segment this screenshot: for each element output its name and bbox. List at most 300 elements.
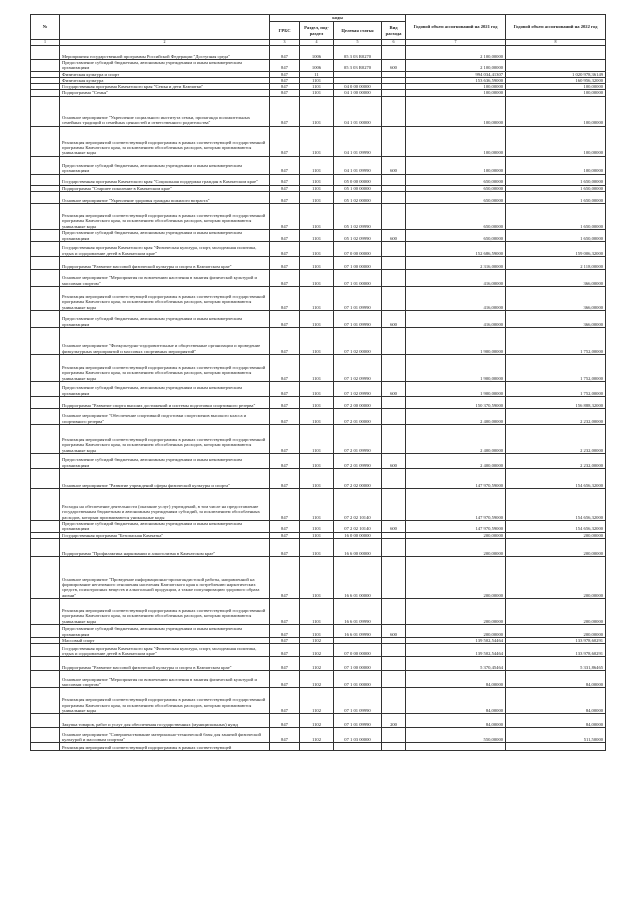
cell-volume-2022: 1 650,00000 bbox=[506, 191, 606, 203]
cell-name: Подпрограмма "Профилактика наркомании и алкоголизма в Камчатском крае" bbox=[60, 538, 270, 556]
cell-volume-2022: 2 232,00000 bbox=[506, 453, 606, 468]
cell-grbs: 847 bbox=[270, 126, 300, 156]
cell-volume-2021: 150 370,59000 bbox=[406, 396, 506, 408]
cell-name: Предоставление субсидий бюджетным, автономным учреждениям и иным некоммерческим организациям bbox=[60, 60, 270, 72]
cell-name: Основное мероприятие "Обеспечение спортивной подготовки спортсменов высокого класса и спортивного резерва" bbox=[60, 408, 270, 424]
table-row bbox=[31, 191, 606, 203]
cell-grbs: 847 bbox=[270, 84, 300, 90]
cell-name: Мероприятия государственной программы Российской Федерации "Доступная среда" bbox=[60, 46, 270, 60]
cell-target-article: 07 0 00 00000 bbox=[334, 241, 382, 256]
cell-volume-2021: 2 316,00000 bbox=[406, 256, 506, 269]
table-row bbox=[31, 46, 606, 60]
table-body bbox=[31, 46, 606, 751]
cell-number bbox=[31, 671, 60, 688]
cell-grbs: 847 bbox=[270, 624, 300, 637]
cell-target-article: 07 1 02 00000 bbox=[334, 327, 382, 354]
table-row bbox=[31, 408, 606, 424]
cell-volume-2021: 1 900,00000 bbox=[406, 354, 506, 381]
cell-volume-2021: 5 370,45464 bbox=[406, 657, 506, 671]
cell-target-article: 04 1 01 09990 bbox=[334, 126, 382, 156]
cell-section: 1101 bbox=[300, 556, 334, 598]
cell-volume-2022: 84,00000 bbox=[506, 688, 606, 714]
cell-name: Подпрограмма "Семья" bbox=[60, 90, 270, 96]
cell-volume-2021: 200,00000 bbox=[406, 556, 506, 598]
cell-target-article: 05 3 03 R0270 bbox=[334, 60, 382, 72]
cell-expense-type: 200 bbox=[382, 714, 406, 728]
cell-number bbox=[31, 269, 60, 286]
cell-grbs: 847 bbox=[270, 156, 300, 174]
cell-target-article: 07 0 00 00000 bbox=[334, 644, 382, 657]
cell-grbs: 847 bbox=[270, 96, 300, 126]
cell-volume-2021: 416,00000 bbox=[406, 286, 506, 310]
cell-expense-type bbox=[382, 256, 406, 269]
cell-expense-type bbox=[382, 468, 406, 488]
cell-volume-2021: 84,00000 bbox=[406, 688, 506, 714]
cell-section: 11 bbox=[300, 71, 334, 77]
cell-target-article: 07 1 03 00000 bbox=[334, 728, 382, 743]
cell-section: 1102 bbox=[300, 657, 334, 671]
cell-expense-type bbox=[382, 354, 406, 381]
cell-name: Основное мероприятие "Мероприятия по вовлечению населения в занятия физической культурой и массовым спортом" bbox=[60, 269, 270, 286]
cell-grbs: 847 bbox=[270, 327, 300, 354]
cell-volume-2021: 100,00000 bbox=[406, 126, 506, 156]
cell-expense-type bbox=[382, 96, 406, 126]
table-row bbox=[31, 396, 606, 408]
cell-volume-2022: 1 752,00000 bbox=[506, 354, 606, 381]
cell-number bbox=[31, 728, 60, 743]
cell-expense-type: 600 bbox=[382, 310, 406, 327]
cell-expense-type bbox=[382, 488, 406, 520]
cell-name: Физическая культура bbox=[60, 77, 270, 83]
cell-target-article: 04 0 00 00000 bbox=[334, 84, 382, 90]
header-expense-type: Вид расхода bbox=[382, 22, 406, 40]
cell-section: 1102 bbox=[300, 644, 334, 657]
cell-section: 1102 bbox=[300, 637, 334, 643]
cell-section: 1101 bbox=[300, 520, 334, 532]
cell-number bbox=[31, 46, 60, 60]
cell-target-article: 07 1 01 09990 bbox=[334, 688, 382, 714]
cell-expense-type bbox=[382, 671, 406, 688]
cell-name: Реализация мероприятий соответствующей подпрограммы в рамках соответствующей государственной программы Камчатского края, за исключением обособленных расходов, которым присваиваются уникальные коды bbox=[60, 126, 270, 156]
cell-volume-2021: 650,00000 bbox=[406, 174, 506, 185]
cell-volume-2021: 84,00000 bbox=[406, 671, 506, 688]
table-row bbox=[31, 743, 606, 751]
cell-number bbox=[31, 381, 60, 396]
table-row bbox=[31, 256, 606, 269]
cell-name: Реализация мероприятий соответствующей подпрограммы в рамках соответствующей государственной программы Камчатского края, за исключением обособленных расходов, которым присваиваются уникальные коды bbox=[60, 688, 270, 714]
cell-section: 1101 bbox=[300, 408, 334, 424]
cell-target-article: 07 1 00 00000 bbox=[334, 256, 382, 269]
cell-section: 1101 bbox=[300, 96, 334, 126]
column-number: 1 bbox=[31, 40, 60, 46]
cell-target-article bbox=[334, 743, 382, 751]
cell-section: 1102 bbox=[300, 714, 334, 728]
cell-volume-2022: 100,00000 bbox=[506, 156, 606, 174]
cell-expense-type bbox=[382, 598, 406, 624]
cell-volume-2021: 2 400,00000 bbox=[406, 424, 506, 453]
cell-volume-2022: 200,00000 bbox=[506, 598, 606, 624]
cell-grbs: 847 bbox=[270, 453, 300, 468]
cell-volume-2021: 139 502,54464 bbox=[406, 644, 506, 657]
table-row bbox=[31, 381, 606, 396]
cell-name: Государственная программа Камчатского края "Семья и дети Камчатки" bbox=[60, 84, 270, 90]
cell-number bbox=[31, 468, 60, 488]
table-row bbox=[31, 310, 606, 327]
cell-section: 1101 bbox=[300, 354, 334, 381]
cell-grbs: 847 bbox=[270, 229, 300, 241]
cell-number bbox=[31, 96, 60, 126]
cell-section: 1101 bbox=[300, 538, 334, 556]
cell-section: 1101 bbox=[300, 229, 334, 241]
cell-volume-2022: 159 006,32000 bbox=[506, 241, 606, 256]
cell-volume-2021 bbox=[406, 743, 506, 751]
header-target: Целевая статья bbox=[334, 22, 382, 40]
cell-name: Физическая культура и спорт bbox=[60, 71, 270, 77]
cell-target-article: 07 2 00 00000 bbox=[334, 396, 382, 408]
cell-volume-2021: 416,00000 bbox=[406, 269, 506, 286]
column-number: 5 bbox=[334, 40, 382, 46]
cell-number bbox=[31, 538, 60, 556]
cell-expense-type: 600 bbox=[382, 381, 406, 396]
table-row bbox=[31, 203, 606, 229]
cell-volume-2021: 147 970,59000 bbox=[406, 520, 506, 532]
table-row bbox=[31, 241, 606, 256]
cell-expense-type bbox=[382, 538, 406, 556]
cell-section: 1101 bbox=[300, 269, 334, 286]
budget-table bbox=[30, 14, 606, 751]
column-number: 2 bbox=[60, 40, 270, 46]
cell-name: Подпрограмма "Развитие массовой физической культуры и спорта в Камчатском крае" bbox=[60, 256, 270, 269]
cell-target-article: 07 2 01 09990 bbox=[334, 453, 382, 468]
cell-volume-2022: 1 650,00000 bbox=[506, 229, 606, 241]
cell-volume-2021: 100,00000 bbox=[406, 84, 506, 90]
cell-grbs: 847 bbox=[270, 688, 300, 714]
cell-expense-type: 600 bbox=[382, 156, 406, 174]
cell-volume-2022: 154 656,32000 bbox=[506, 468, 606, 488]
cell-target-article: 16 6 01 00000 bbox=[334, 556, 382, 598]
cell-expense-type: 600 bbox=[382, 520, 406, 532]
cell-target-article: 05 1 02 09990 bbox=[334, 203, 382, 229]
cell-number bbox=[31, 354, 60, 381]
cell-number bbox=[31, 310, 60, 327]
cell-target-article: 16 6 00 00000 bbox=[334, 538, 382, 556]
table-row bbox=[31, 126, 606, 156]
cell-volume-2022: 2 118,00000 bbox=[506, 256, 606, 269]
cell-expense-type: 600 bbox=[382, 624, 406, 637]
cell-volume-2022: 1 650,00000 bbox=[506, 203, 606, 229]
cell-target-article: 05 1 02 00000 bbox=[334, 191, 382, 203]
cell-grbs: 847 bbox=[270, 77, 300, 83]
cell-section: 1102 bbox=[300, 671, 334, 688]
cell-target-article: 16 0 00 00000 bbox=[334, 532, 382, 538]
cell-name: Реализация мероприятий соответствующей подпрограммы в рамках соответствующей государственной программы Камчатского края, за исключением обособленных расходов, которым присваиваются уникальные коды bbox=[60, 354, 270, 381]
cell-section: 1101 bbox=[300, 488, 334, 520]
cell-volume-2021: 650,00000 bbox=[406, 185, 506, 191]
cell-expense-type bbox=[382, 396, 406, 408]
cell-grbs: 847 bbox=[270, 191, 300, 203]
cell-grbs: 847 bbox=[270, 520, 300, 532]
cell-target-article: 07 2 02 00000 bbox=[334, 468, 382, 488]
cell-volume-2021: 2 400,00000 bbox=[406, 408, 506, 424]
cell-volume-2022: 5 331,86465 bbox=[506, 657, 606, 671]
table-header bbox=[31, 15, 606, 46]
cell-volume-2022: 1 752,00000 bbox=[506, 381, 606, 396]
cell-target-article: 07 1 01 00000 bbox=[334, 671, 382, 688]
cell-name: Реализация мероприятий соответствующей подпрограммы в рамках соответствующей государственной программы Камчатского края, за исключением обособленных расходов, которым присваиваются уникальные коды bbox=[60, 286, 270, 310]
column-number: 8 bbox=[506, 40, 606, 46]
cell-section: 1101 bbox=[300, 598, 334, 624]
cell-grbs: 847 bbox=[270, 657, 300, 671]
cell-target-article: 07 1 02 09990 bbox=[334, 354, 382, 381]
cell-section: 1101 bbox=[300, 174, 334, 185]
cell-volume-2022: 1 650,00000 bbox=[506, 174, 606, 185]
cell-section: 1101 bbox=[300, 84, 334, 90]
cell-name: Основное мероприятие "Проведение информационно-пропагандистской работы, направленной на формирование негативного отношения населения Камчатского края к потреблению наркотических средств, психотропных веществ и алкогольной продукции, а также популяризацию здорового образа жизни" bbox=[60, 556, 270, 598]
cell-expense-type bbox=[382, 657, 406, 671]
cell-volume-2021: 2 100,00000 bbox=[406, 60, 506, 72]
table-row bbox=[31, 728, 606, 743]
cell-section: 1101 bbox=[300, 424, 334, 453]
cell-section: 1101 bbox=[300, 624, 334, 637]
cell-volume-2022: 100,00000 bbox=[506, 90, 606, 96]
cell-grbs: 847 bbox=[270, 598, 300, 624]
cell-grbs: 847 bbox=[270, 310, 300, 327]
cell-grbs: 847 bbox=[270, 532, 300, 538]
cell-section: 1101 bbox=[300, 77, 334, 83]
cell-target-article: 07 1 01 09990 bbox=[334, 310, 382, 327]
cell-number bbox=[31, 743, 60, 751]
cell-volume-2022: 1 650,00000 bbox=[506, 185, 606, 191]
cell-target-article: 05 0 00 00000 bbox=[334, 174, 382, 185]
cell-target-article: 05 3 03 R0270 bbox=[334, 46, 382, 60]
cell-number bbox=[31, 556, 60, 598]
cell-grbs: 847 bbox=[270, 203, 300, 229]
table-row bbox=[31, 424, 606, 453]
table-row bbox=[31, 468, 606, 488]
cell-number bbox=[31, 174, 60, 185]
cell-grbs: 847 bbox=[270, 671, 300, 688]
cell-name: Подпрограмма "Развитие спорта высших достижений и системы подготовки спортивного резерва" bbox=[60, 396, 270, 408]
cell-section: 1101 bbox=[300, 185, 334, 191]
cell-name: Реализация мероприятий соответствующей подпрограммы в рамках соответствующей государственной программы Камчатского края, за исключением обособленных расходов, которым присваиваются уникальные коды bbox=[60, 203, 270, 229]
cell-section: 1101 bbox=[300, 453, 334, 468]
cell-grbs: 847 bbox=[270, 174, 300, 185]
cell-target-article: 07 2 02 10140 bbox=[334, 520, 382, 532]
cell-section: 1101 bbox=[300, 126, 334, 156]
cell-section: 1102 bbox=[300, 688, 334, 714]
table-row bbox=[31, 286, 606, 310]
cell-volume-2022: 511,50000 bbox=[506, 728, 606, 743]
cell-expense-type bbox=[382, 46, 406, 60]
cell-number bbox=[31, 60, 60, 72]
cell-expense-type bbox=[382, 688, 406, 714]
cell-grbs: 847 bbox=[270, 381, 300, 396]
cell-volume-2022 bbox=[506, 46, 606, 60]
cell-grbs: 847 bbox=[270, 354, 300, 381]
cell-volume-2021: 152 686,59000 bbox=[406, 241, 506, 256]
cell-expense-type bbox=[382, 644, 406, 657]
cell-target-article: 07 1 01 09990 bbox=[334, 714, 382, 728]
cell-target-article: 04 1 01 00000 bbox=[334, 96, 382, 126]
cell-section: 1101 bbox=[300, 396, 334, 408]
cell-name: Предоставление субсидий бюджетным, автономным учреждениям и иным некоммерческим организациям bbox=[60, 381, 270, 396]
cell-grbs: 847 bbox=[270, 90, 300, 96]
cell-grbs bbox=[270, 743, 300, 751]
cell-volume-2021: 550,00000 bbox=[406, 728, 506, 743]
cell-number bbox=[31, 156, 60, 174]
cell-section: 1006 bbox=[300, 60, 334, 72]
cell-grbs: 847 bbox=[270, 269, 300, 286]
table-row bbox=[31, 96, 606, 126]
table-row bbox=[31, 520, 606, 532]
cell-number bbox=[31, 203, 60, 229]
cell-volume-2021: 1 900,00000 bbox=[406, 381, 506, 396]
cell-section bbox=[300, 743, 334, 751]
cell-name: Реализация мероприятий соответствующей подпрограммы в рамках соответствующей bbox=[60, 743, 270, 751]
cell-expense-type bbox=[382, 728, 406, 743]
table-row bbox=[31, 624, 606, 637]
cell-name: Предоставление субсидий бюджетным, автономным учреждениям и иным некоммерческим организациям bbox=[60, 453, 270, 468]
cell-volume-2021: 147 970,59000 bbox=[406, 488, 506, 520]
cell-volume-2021: 100,00000 bbox=[406, 156, 506, 174]
header-volume-2022: Годовой объем ассигнований на 2022 год bbox=[506, 15, 606, 40]
cell-volume-2021: 1 900,00000 bbox=[406, 327, 506, 354]
cell-volume-2021: 147 970,59000 bbox=[406, 468, 506, 488]
cell-section: 1006 bbox=[300, 46, 334, 60]
cell-section: 1101 bbox=[300, 310, 334, 327]
cell-volume-2022 bbox=[506, 60, 606, 72]
cell-volume-2022: 160 956,32000 bbox=[506, 77, 606, 83]
cell-name: Основное мероприятие "Совершенствование материально-технической базы для занятий физической культурой и массовым спортом" bbox=[60, 728, 270, 743]
header-volume-2021: Годовой объем ассигнований на 2021 год bbox=[406, 15, 506, 40]
header-grbs: ГРБС bbox=[270, 22, 300, 40]
cell-volume-2021: 139 502,54464 bbox=[406, 637, 506, 643]
table-row bbox=[31, 60, 606, 72]
cell-grbs: 847 bbox=[270, 488, 300, 520]
cell-expense-type: 600 bbox=[382, 229, 406, 241]
cell-target-article: 04 1 01 09990 bbox=[334, 156, 382, 174]
cell-number bbox=[31, 657, 60, 671]
cell-target-article: 16 6 01 09990 bbox=[334, 624, 382, 637]
cell-target-article: 04 1 00 00000 bbox=[334, 90, 382, 96]
cell-section: 1101 bbox=[300, 327, 334, 354]
cell-name: Реализация мероприятий соответствующей подпрограммы в рамках соответствующей государственной программы Камчатского края, за исключением обособленных расходов, которым присваиваются уникальные коды bbox=[60, 424, 270, 453]
cell-grbs: 847 bbox=[270, 396, 300, 408]
cell-name: Государственная программа Камчатского края "Социальная поддержка граждан в Камчатском крае" bbox=[60, 174, 270, 185]
cell-number bbox=[31, 453, 60, 468]
cell-section: 1101 bbox=[300, 256, 334, 269]
cell-number bbox=[31, 327, 60, 354]
cell-number bbox=[31, 488, 60, 520]
cell-grbs: 847 bbox=[270, 286, 300, 310]
cell-name: Предоставление субсидий бюджетным, автономным учреждениям и иным некоммерческим организациям bbox=[60, 156, 270, 174]
header-number: № bbox=[31, 15, 60, 40]
table-row bbox=[31, 657, 606, 671]
cell-section: 1101 bbox=[300, 90, 334, 96]
cell-volume-2022: 1 020 978,36149 bbox=[506, 71, 606, 77]
cell-volume-2022: 200,00000 bbox=[506, 556, 606, 598]
cell-volume-2021: 200,00000 bbox=[406, 538, 506, 556]
cell-target-article: 05 1 00 00000 bbox=[334, 185, 382, 191]
column-number: 4 bbox=[300, 40, 334, 46]
cell-volume-2021: 416,00000 bbox=[406, 310, 506, 327]
cell-expense-type bbox=[382, 424, 406, 453]
cell-expense-type bbox=[382, 556, 406, 598]
cell-expense-type bbox=[382, 408, 406, 424]
cell-volume-2022: 1 752,00000 bbox=[506, 327, 606, 354]
cell-number bbox=[31, 256, 60, 269]
cell-section: 1101 bbox=[300, 191, 334, 203]
cell-volume-2022: 100,00000 bbox=[506, 84, 606, 90]
table-row bbox=[31, 174, 606, 185]
cell-name: Основное мероприятие "Укрепление здоровья граждан пожилого возраста" bbox=[60, 191, 270, 203]
cell-expense-type: 600 bbox=[382, 453, 406, 468]
cell-volume-2022: 366,00000 bbox=[506, 310, 606, 327]
cell-volume-2022: 133 978,60291 bbox=[506, 637, 606, 643]
cell-volume-2022: 200,00000 bbox=[506, 532, 606, 538]
cell-name: Основное мероприятие "Мероприятия по вовлечению населения в занятия физической культурой и массовым спортом" bbox=[60, 671, 270, 688]
cell-target-article: 16 6 01 09990 bbox=[334, 598, 382, 624]
cell-name: Государственная программа "Безопасная Камчатка" bbox=[60, 532, 270, 538]
cell-volume-2021: 2 100,00000 bbox=[406, 46, 506, 60]
cell-number bbox=[31, 126, 60, 156]
cell-volume-2022: 156 888,32000 bbox=[506, 396, 606, 408]
cell-name: Государственная программа Камчатского края "Физическая культура, спорт, молодежная политика, отдых и оздоровление детей в Камчатском крае" bbox=[60, 241, 270, 256]
cell-name: Расходы на обеспечение деятельности (оказание услуг) учреждений, в том числе на предоставление государственным бюджетным и автономным учреждениям субсидий, за исключением обособленных расходов, которым присваиваются уникальные коды bbox=[60, 488, 270, 520]
cell-volume-2022: 200,00000 bbox=[506, 624, 606, 637]
cell-grbs: 847 bbox=[270, 728, 300, 743]
cell-target-article: 07 2 01 09990 bbox=[334, 424, 382, 453]
cell-number bbox=[31, 396, 60, 408]
header-section: Раздел, под-раздел bbox=[300, 22, 334, 40]
cell-volume-2021: 153 636,59000 bbox=[406, 77, 506, 83]
cell-number bbox=[31, 286, 60, 310]
cell-expense-type bbox=[382, 203, 406, 229]
column-number: 7 bbox=[406, 40, 506, 46]
cell-volume-2022: 2 232,00000 bbox=[506, 424, 606, 453]
cell-target-article: 07 1 02 09990 bbox=[334, 381, 382, 396]
cell-section: 1101 bbox=[300, 381, 334, 396]
table-row bbox=[31, 714, 606, 728]
cell-expense-type: 600 bbox=[382, 60, 406, 72]
cell-volume-2022: 154 656,32000 bbox=[506, 520, 606, 532]
cell-volume-2021: 200,00000 bbox=[406, 624, 506, 637]
cell-grbs: 847 bbox=[270, 637, 300, 643]
cell-name: Предоставление субсидий бюджетным, автономным учреждениям и иным некоммерческим организациям bbox=[60, 310, 270, 327]
cell-grbs: 847 bbox=[270, 556, 300, 598]
table-row bbox=[31, 354, 606, 381]
cell-number bbox=[31, 229, 60, 241]
cell-name: Основное мероприятие "Физкультурно-оздоровительные и общественные организации и проведение физкультурных мероприятий и массовых спортивных мероприятий" bbox=[60, 327, 270, 354]
cell-name: Предоставление субсидий бюджетным, автономным учреждениям и иным некоммерческим организациям bbox=[60, 520, 270, 532]
cell-target-article: 07 1 01 09990 bbox=[334, 286, 382, 310]
cell-volume-2021: 100,00000 bbox=[406, 90, 506, 96]
cell-volume-2022: 366,00000 bbox=[506, 269, 606, 286]
cell-section: 1102 bbox=[300, 728, 334, 743]
cell-number bbox=[31, 624, 60, 637]
cell-volume-2021: 2 400,00000 bbox=[406, 453, 506, 468]
cell-grbs: 847 bbox=[270, 538, 300, 556]
cell-grbs: 847 bbox=[270, 468, 300, 488]
cell-grbs: 847 bbox=[270, 644, 300, 657]
cell-expense-type bbox=[382, 191, 406, 203]
cell-section: 1101 bbox=[300, 241, 334, 256]
cell-grbs: 847 bbox=[270, 241, 300, 256]
cell-volume-2021: 100,00000 bbox=[406, 96, 506, 126]
table-row bbox=[31, 538, 606, 556]
cell-volume-2022: 100,00000 bbox=[506, 126, 606, 156]
cell-volume-2022: 366,00000 bbox=[506, 286, 606, 310]
